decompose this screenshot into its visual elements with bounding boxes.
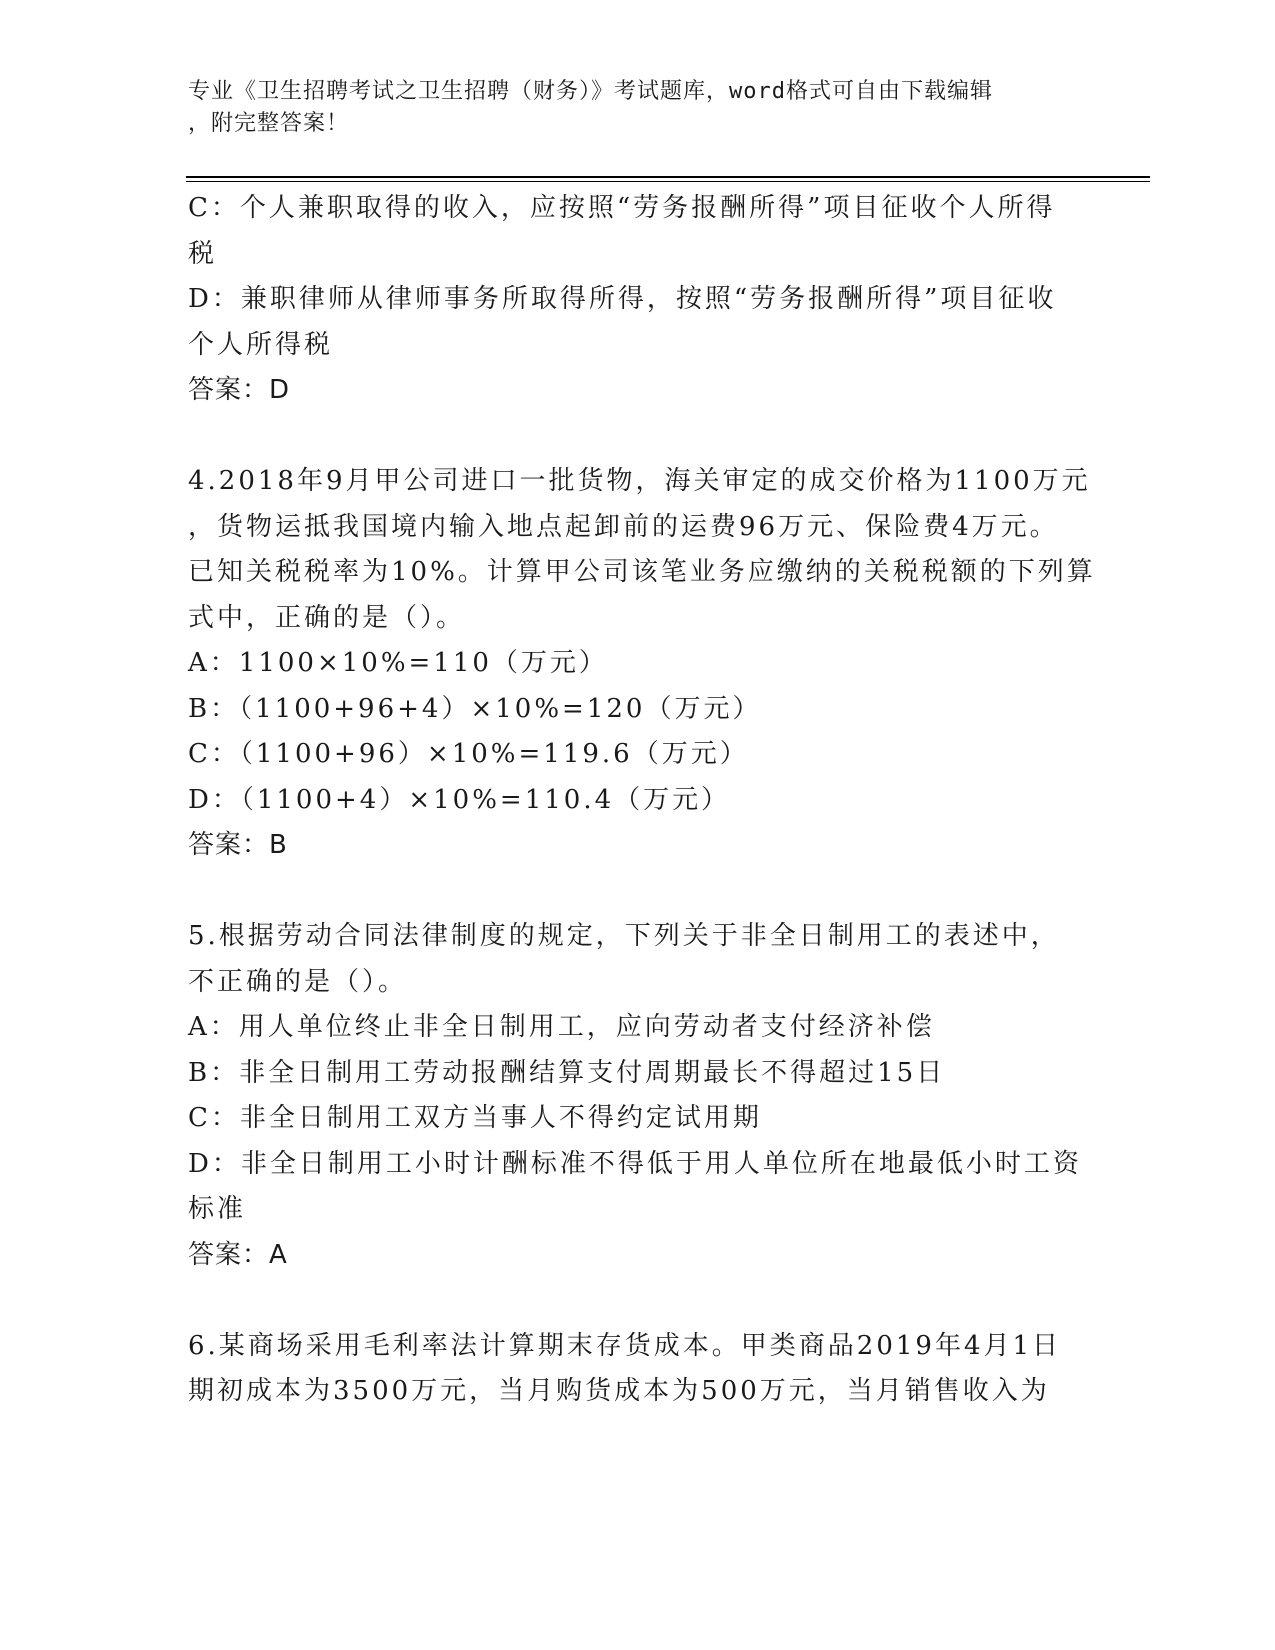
question-stem: 6.某商场采用毛利率法计算期末存货成本。甲类商品2019年4月1日 bbox=[188, 1330, 1062, 1361]
question-stem: 5.根据劳动合同法律制度的规定，下列关于非全日制用工的表述中， bbox=[188, 921, 1060, 951]
question-stem-continued: 期初成本为3500万元，当月购货成本为500万元，当月销售收入为 bbox=[188, 1376, 1050, 1406]
option-a: A：用人单位终止非全日制用工，应向劳动者支付经济补偿 bbox=[188, 1012, 935, 1042]
answer-label: 答案：D bbox=[188, 375, 291, 405]
option-d: D：（1100+4）×10%=110.4（万元） bbox=[188, 784, 731, 815]
option-c: C：（1100+96）×10%=119.6（万元） bbox=[188, 739, 749, 769]
question-block-4 bbox=[188, 459, 1096, 869]
option-b: B：（1100+96+4）×10%=120（万元） bbox=[188, 693, 762, 724]
spacer bbox=[188, 869, 1088, 915]
option-d: D：非全日制用工小时计酬标准不得低于用人单位所在地最低小时工资 bbox=[188, 1148, 1082, 1179]
option-b: B：非全日制用工劳动报酬结算支付周期最长不得超过15日 bbox=[188, 1057, 946, 1088]
option-d: D：兼职律师从律师事务所取得所得，按照“劳务报酬所得”项目征收 bbox=[188, 284, 1057, 314]
question-stem-continued: ，货物运抵我国境内输入地点起卸前的运费96万元、保险费4万元。 bbox=[188, 511, 1059, 542]
page-header bbox=[188, 76, 1068, 140]
header-rule-thin bbox=[186, 181, 1150, 182]
header-subtitle: ，附完整答案！ bbox=[188, 111, 350, 136]
question-content bbox=[188, 186, 1096, 1415]
question-stem-continued: 不正确的是（）。 bbox=[188, 966, 408, 997]
spacer bbox=[188, 1278, 1088, 1324]
option-d-continued: 个人所得税 bbox=[188, 329, 334, 360]
header-rule-thick bbox=[186, 176, 1150, 178]
option-d-continued: 标准 bbox=[188, 1194, 247, 1224]
option-c: C：个人兼职取得的收入，应按照“劳务报酬所得”项目征收个人所得 bbox=[188, 193, 1056, 223]
question-stem-continued: 已知关税税率为10%。计算甲公司该笔业务应缴纳的关税税额的下列算 bbox=[188, 557, 1096, 587]
question-stem-continued: 式中，正确的是（）。 bbox=[188, 602, 466, 633]
spacer bbox=[188, 414, 1088, 460]
answer-label: 答案：B bbox=[188, 830, 288, 860]
question-block-3 bbox=[188, 186, 1088, 414]
option-c: C：非全日制用工双方当事人不得约定试用期 bbox=[188, 1103, 762, 1133]
question-block-5 bbox=[188, 914, 1088, 1278]
question-stem: 4.2018年9月甲公司进口一批货物，海关审定的成交价格为1100万元 bbox=[188, 466, 1091, 496]
question-block-6 bbox=[188, 1324, 1088, 1415]
option-c-continued: 税 bbox=[188, 238, 218, 269]
header-title: 专业《卫生招聘考试之卫生招聘（财务）》考试题库，word格式可自由下载编辑 bbox=[188, 79, 993, 104]
option-a: A：1100×10%=110（万元） bbox=[188, 648, 608, 678]
answer-label: 答案：A bbox=[188, 1239, 288, 1270]
